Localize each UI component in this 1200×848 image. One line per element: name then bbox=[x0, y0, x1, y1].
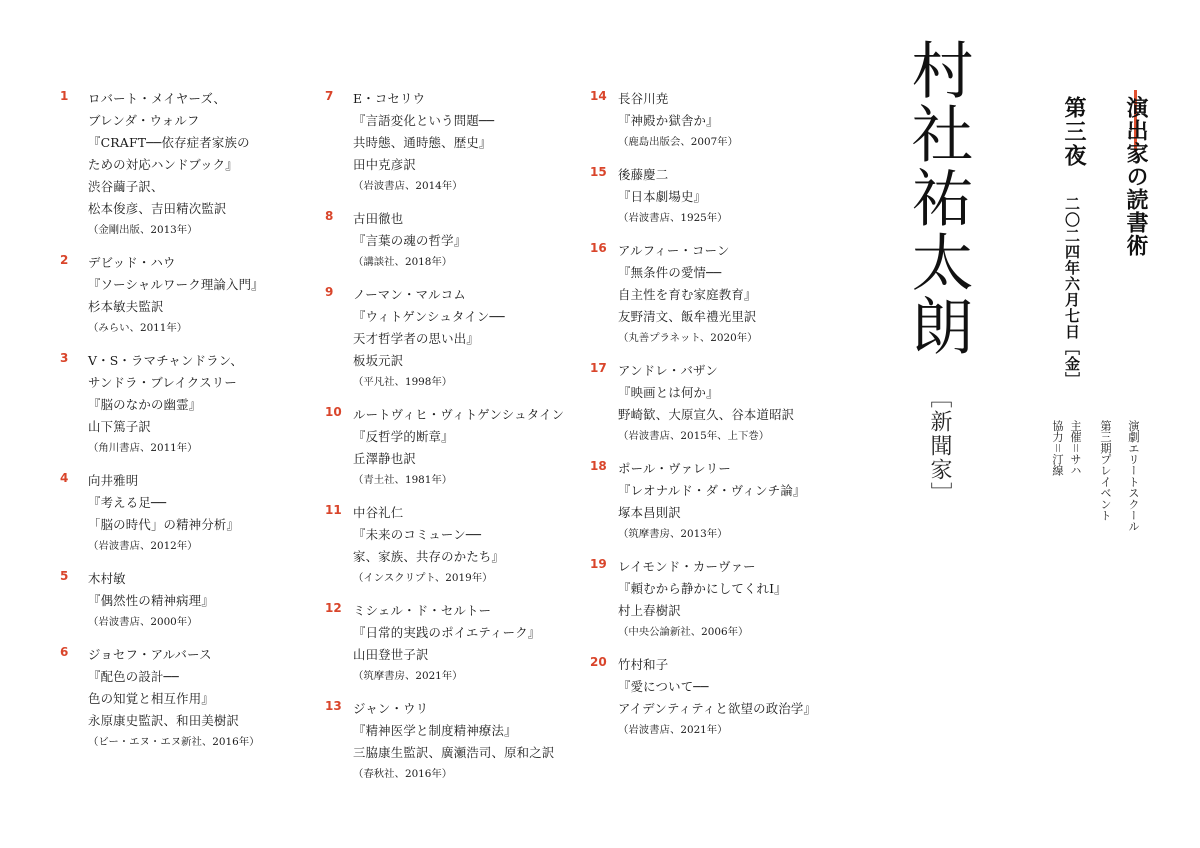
book-line: ノーマン・マルコム bbox=[353, 287, 466, 302]
entry-gap bbox=[60, 458, 300, 470]
book-line: ロバート・メイヤーズ、 bbox=[88, 91, 227, 106]
entry-gap bbox=[325, 490, 570, 502]
book-line: 『無条件の愛情── bbox=[618, 265, 722, 280]
book-publisher: （岩波書店、2015年、上下巻） bbox=[618, 430, 770, 442]
book-line: サンドラ・ブレイクスリー bbox=[88, 375, 237, 390]
book-number: 12 bbox=[325, 601, 342, 615]
book-line: 『脳のなかの幽霊』 bbox=[88, 397, 202, 412]
book-line: ための対応ハンドブック』 bbox=[88, 157, 238, 172]
event-name: 演劇エリートスクール bbox=[1127, 420, 1140, 532]
entry-gap bbox=[60, 240, 300, 252]
book-line: 家、家族、共存のかたち』 bbox=[353, 549, 505, 564]
book-line: 竹村和子 bbox=[618, 657, 669, 672]
book-publisher: （春秋社、2016年） bbox=[353, 768, 453, 780]
book-number: 11 bbox=[325, 503, 342, 517]
entry-gap bbox=[325, 392, 570, 404]
entry-gap bbox=[325, 686, 570, 698]
book-line: 友野清文、飯牟禮光里訳 bbox=[618, 309, 757, 324]
book-number: 10 bbox=[325, 405, 342, 419]
book-number: 2 bbox=[60, 253, 69, 267]
book-line: 『ソーシャルワーク理論入門』 bbox=[88, 277, 264, 292]
book-publisher: （岩波書店、2014年） bbox=[353, 180, 463, 192]
book-publisher: （角川書店、2011年） bbox=[88, 442, 198, 454]
book-line: ジョセフ・アルバース bbox=[88, 647, 212, 662]
book-entry bbox=[60, 350, 300, 458]
book-line: 『配色の設計── bbox=[88, 669, 179, 684]
book-line: 丘澤静也訳 bbox=[353, 451, 416, 466]
book-publisher: （丸善プラネット、2020年） bbox=[618, 332, 758, 344]
book-entry bbox=[590, 360, 830, 446]
book-line: ジャン・ウリ bbox=[353, 701, 429, 716]
book-line: 『日本劇場史』 bbox=[618, 189, 707, 204]
book-number: 14 bbox=[590, 89, 607, 103]
author-profession: ［新聞家］ bbox=[927, 386, 952, 506]
book-line: 『ウィトゲンシュタイン── bbox=[353, 309, 505, 324]
book-entry bbox=[325, 208, 570, 272]
book-number: 17 bbox=[590, 361, 607, 375]
book-publisher: （平凡社、1998年） bbox=[353, 376, 453, 388]
book-line: ブレンダ・ウォルフ bbox=[88, 113, 200, 128]
book-entry bbox=[325, 284, 570, 392]
book-entry bbox=[325, 600, 570, 686]
book-line: 向井雅明 bbox=[88, 473, 139, 488]
book-line: 『偶然性の精神病理』 bbox=[88, 593, 214, 608]
entry-gap bbox=[325, 196, 570, 208]
book-line: 色の知覚と相互作用』 bbox=[88, 691, 214, 706]
book-entry bbox=[325, 88, 570, 196]
book-publisher: （中央公論新社、2006年） bbox=[618, 626, 749, 638]
book-line: 永原康史監訳、和田美樹訳 bbox=[88, 713, 240, 728]
book-line: 天才哲学者の思い出』 bbox=[353, 331, 479, 346]
book-line: 『愛について── bbox=[618, 679, 709, 694]
book-line: 松本俊彦、吉田精次監訳 bbox=[88, 201, 227, 216]
organizer-credit: 主催＝サハ bbox=[1069, 420, 1082, 476]
book-list-column-1 bbox=[60, 88, 300, 752]
series-title: 演出家の読書術 bbox=[1123, 96, 1148, 257]
book-publisher: （岩波書店、1925年） bbox=[618, 212, 728, 224]
book-line: 「脳の時代」の精神分析』 bbox=[88, 517, 240, 532]
book-entry bbox=[325, 502, 570, 588]
book-line: 田中克彦訳 bbox=[353, 157, 416, 172]
book-entry bbox=[590, 556, 830, 642]
book-number: 15 bbox=[590, 165, 607, 179]
book-line: 村上春樹訳 bbox=[618, 603, 681, 618]
book-line: 渋谷繭子訳、 bbox=[88, 179, 164, 194]
book-entry bbox=[60, 88, 300, 240]
book-line: 『反哲学的断章』 bbox=[353, 429, 454, 444]
author-name: 村社祐太朗 bbox=[901, 38, 974, 358]
entry-gap bbox=[60, 338, 300, 350]
entry-gap bbox=[325, 588, 570, 600]
book-number: 3 bbox=[60, 351, 69, 365]
night-label: 第三夜 bbox=[1061, 96, 1086, 168]
book-line: ポール・ヴァレリー bbox=[618, 461, 731, 476]
book-line: 共時態、通時態、歴史』 bbox=[353, 135, 492, 150]
book-entry bbox=[60, 568, 300, 632]
book-number: 18 bbox=[590, 459, 607, 473]
book-line: 『日常的実践のポイエティーク』 bbox=[353, 625, 541, 640]
book-number: 5 bbox=[60, 569, 69, 583]
entry-gap bbox=[590, 348, 830, 360]
book-line: アンドレ・バザン bbox=[618, 363, 718, 378]
event-date: 二〇二四年六月七日［金］ bbox=[1063, 196, 1081, 388]
book-number: 1 bbox=[60, 89, 69, 103]
book-line: 板坂元訳 bbox=[353, 353, 404, 368]
cooperation-credit: 協力＝汀線 bbox=[1051, 420, 1064, 476]
book-publisher: （ビー・エヌ・エヌ新社、2016年） bbox=[88, 736, 260, 748]
entry-gap bbox=[590, 544, 830, 556]
book-publisher: （岩波書店、2012年） bbox=[88, 540, 198, 552]
book-list-column-2 bbox=[325, 88, 570, 784]
book-line: 『映画とは何か』 bbox=[618, 385, 719, 400]
book-line: アイデンティティと欲望の政治学』 bbox=[618, 701, 817, 716]
book-line: 古田徹也 bbox=[353, 211, 404, 226]
book-line: 長谷川尭 bbox=[618, 91, 669, 106]
book-line: 『言語変化という問題── bbox=[353, 113, 495, 128]
book-entry bbox=[60, 252, 300, 338]
book-line: 『レオナルド・ダ・ヴィンチ論』 bbox=[618, 483, 806, 498]
book-line: 杉本敏夫監訳 bbox=[88, 299, 164, 314]
book-number: 8 bbox=[325, 209, 334, 223]
book-number: 9 bbox=[325, 285, 334, 299]
book-entry bbox=[590, 240, 830, 348]
book-entry bbox=[590, 164, 830, 228]
entry-gap bbox=[60, 632, 300, 644]
book-publisher: （青土社、1981年） bbox=[353, 474, 453, 486]
book-line: 『言葉の魂の哲学』 bbox=[353, 233, 467, 248]
book-number: 19 bbox=[590, 557, 607, 571]
book-line: ルートヴィヒ・ヴィトゲンシュタイン bbox=[353, 407, 565, 422]
book-line: 後藤慶二 bbox=[618, 167, 669, 182]
event-subtitle: 第三期プレイベント bbox=[1099, 420, 1112, 521]
book-line: 山下篤子訳 bbox=[88, 419, 151, 434]
book-number: 20 bbox=[590, 655, 607, 669]
book-number: 4 bbox=[60, 471, 69, 485]
entry-gap bbox=[60, 556, 300, 568]
book-line: 中谷礼仁 bbox=[353, 505, 404, 520]
book-publisher: （鹿島出版会、2007年） bbox=[618, 136, 738, 148]
book-publisher: （みらい、2011年） bbox=[88, 322, 188, 334]
book-line: 『頼むから静かにしてくれⅠ』 bbox=[618, 581, 787, 596]
book-number: 6 bbox=[60, 645, 69, 659]
book-number: 16 bbox=[590, 241, 607, 255]
book-line: 『精神医学と制度精神療法』 bbox=[353, 723, 517, 738]
book-line: 『考える足── bbox=[88, 495, 167, 510]
book-line: E・コセリウ bbox=[353, 91, 426, 106]
book-publisher: （筑摩書房、2021年） bbox=[353, 670, 463, 682]
book-entry bbox=[60, 470, 300, 556]
book-entry bbox=[590, 458, 830, 544]
book-line: レイモンド・カーヴァー bbox=[618, 559, 756, 574]
entry-gap bbox=[590, 152, 830, 164]
book-publisher: （筑摩書房、2013年） bbox=[618, 528, 728, 540]
book-list-column-3 bbox=[590, 88, 830, 740]
book-line: 自主性を育む家庭教育』 bbox=[618, 287, 757, 302]
book-line: 『神殿か獄舎か』 bbox=[618, 113, 719, 128]
book-line: デビッド・ハウ bbox=[88, 255, 176, 270]
book-entry bbox=[590, 654, 830, 740]
book-line: 『未来のコミューン── bbox=[353, 527, 482, 542]
entry-gap bbox=[590, 642, 830, 654]
book-number: 13 bbox=[325, 699, 342, 713]
book-publisher: （金剛出版、2013年） bbox=[88, 224, 198, 236]
book-publisher: （インスクリプト、2019年） bbox=[353, 572, 493, 584]
entry-gap bbox=[590, 228, 830, 240]
book-line: ミシェル・ド・セルトー bbox=[353, 603, 492, 618]
entry-gap bbox=[325, 272, 570, 284]
book-line: 塚本昌則訳 bbox=[618, 505, 681, 520]
book-number: 7 bbox=[325, 89, 334, 103]
entry-gap bbox=[590, 446, 830, 458]
book-line: 『CRAFT──依存症者家族の bbox=[88, 135, 250, 150]
book-line: 野崎歓、大原宣久、谷本道昭訳 bbox=[618, 407, 795, 422]
book-line: 木村敏 bbox=[88, 571, 126, 586]
book-line: アルフィー・コーン bbox=[618, 243, 730, 258]
book-entry bbox=[590, 88, 830, 152]
book-publisher: （岩波書店、2021年） bbox=[618, 724, 728, 736]
book-entry bbox=[60, 644, 300, 752]
book-line: 三脇康生監訳、廣瀬浩司、原和之訳 bbox=[353, 745, 555, 760]
book-publisher: （講談社、2018年） bbox=[353, 256, 453, 268]
book-entry bbox=[325, 698, 570, 784]
book-publisher: （岩波書店、2000年） bbox=[88, 616, 198, 628]
book-line: V・S・ラマチャンドラン、 bbox=[88, 353, 243, 368]
book-entry bbox=[325, 404, 570, 490]
book-line: 山田登世子訳 bbox=[353, 647, 429, 662]
